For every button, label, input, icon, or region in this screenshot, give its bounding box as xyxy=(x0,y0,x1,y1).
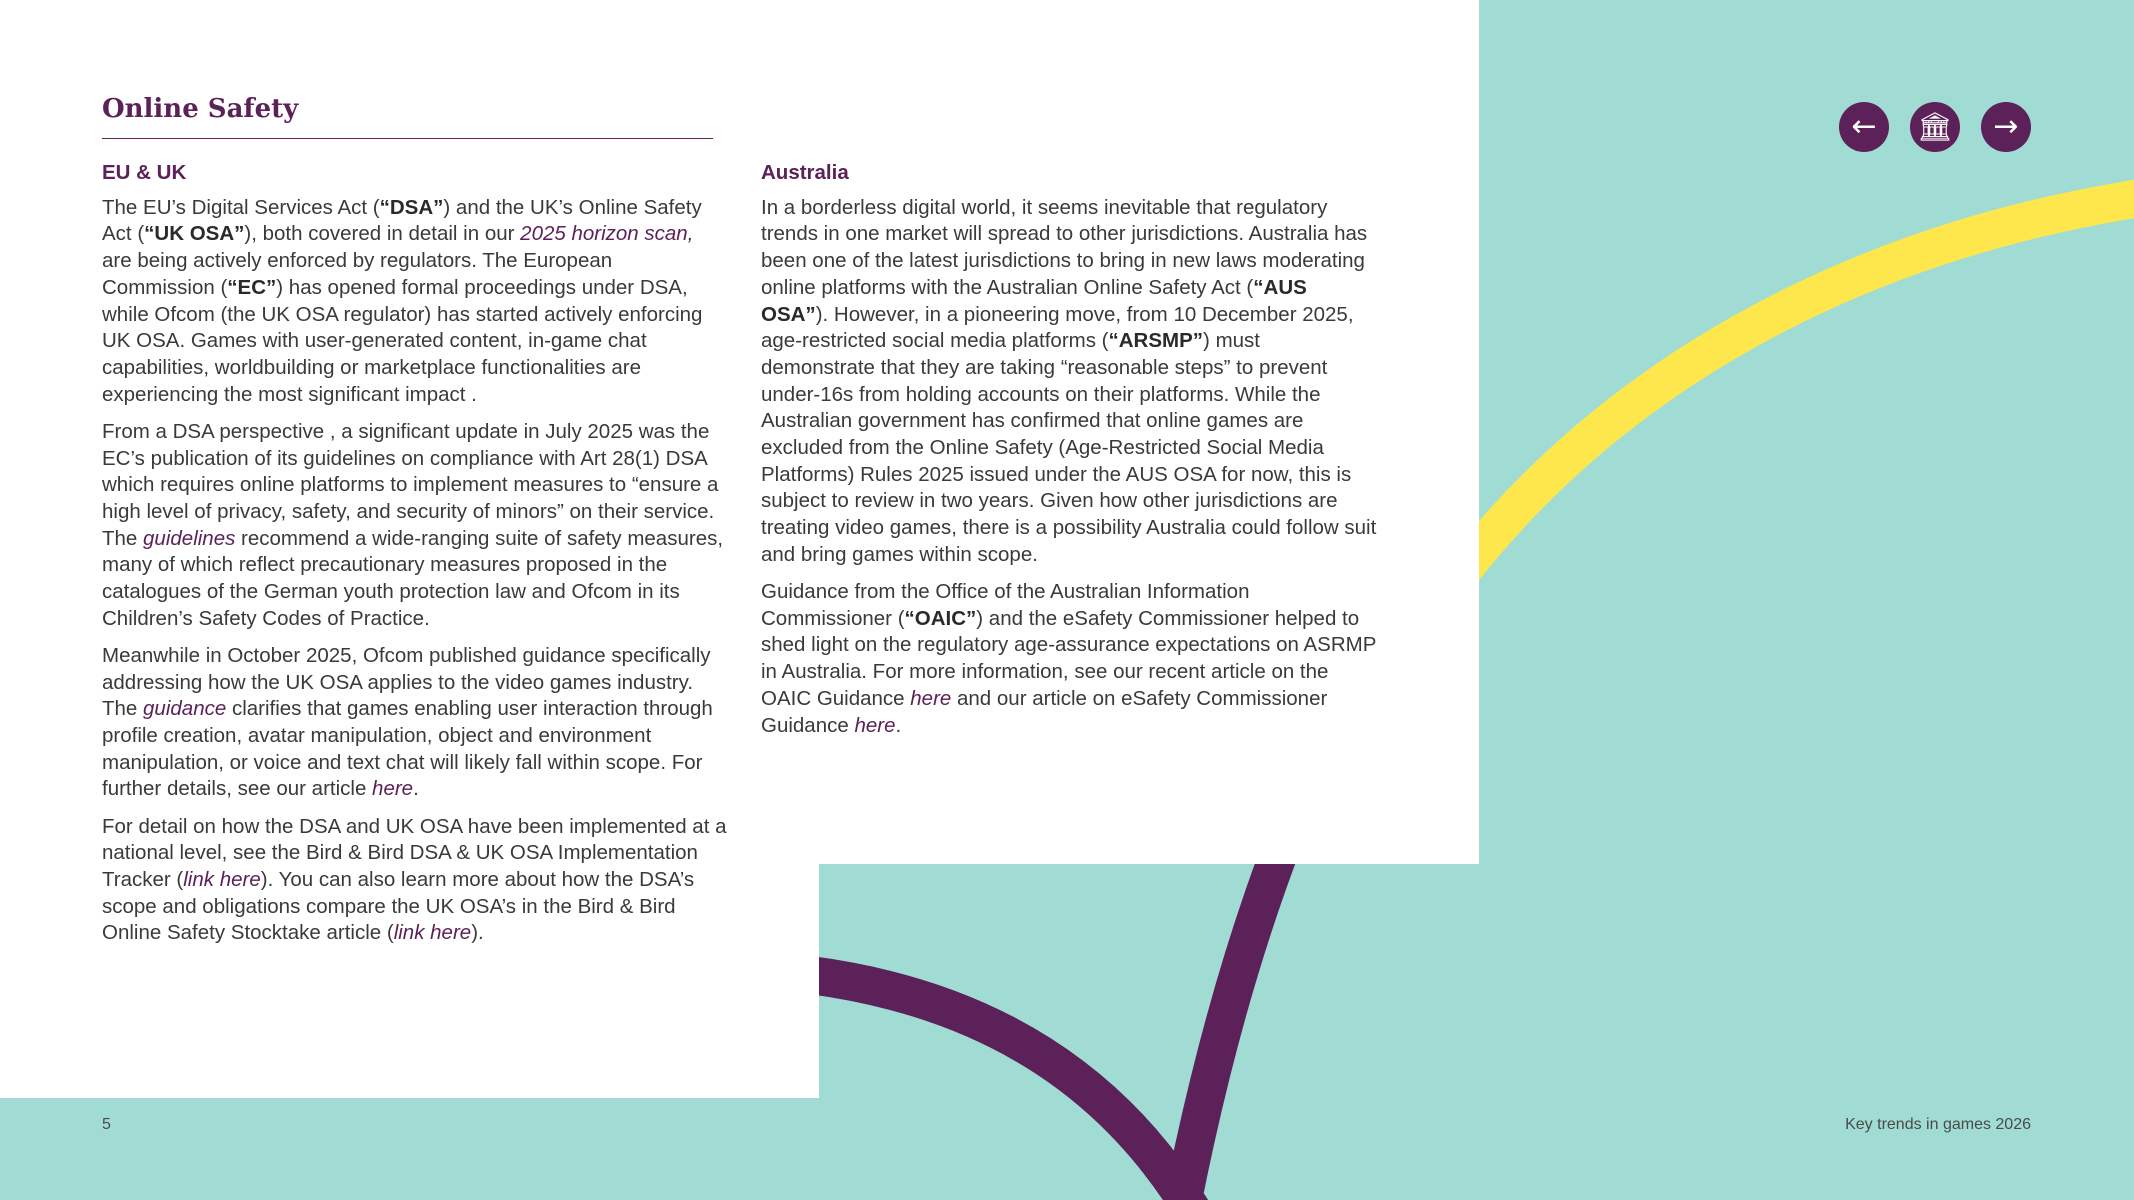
eu-uk-heading: EU & UK xyxy=(102,161,187,184)
paragraph-text: ) and the UK’s Online Safety Act ( xyxy=(102,195,702,246)
australia-paragraph-2 xyxy=(761,579,1379,739)
paragraph-text: From a DSA perspective , a significant update in July 2025 was the EC’s publication of its guidelines on compliance with Art 28(1) DSA which requires online platforms to implement measures to “ensure a high level of privacy, safety, and security of minors” on their service. The xyxy=(102,419,719,550)
defined-term: “OAIC” xyxy=(904,606,977,630)
inline-link[interactable]: link here xyxy=(183,868,261,892)
paragraph-text: ) must demonstrate that they are taking “reasonable steps” to prevent under-16s from holding accounts on their platforms. While the Australian government has confirmed that online games are excluded from the Online Safety (Age-Restricted Social Media Platforms) Rules 2025 issued under the AUS OSA for now, this is subject to review in two years. Given how other jurisdictions are treating video games, there is a possibility Australia could follow suit and bring games within scope. xyxy=(761,329,1377,566)
eu-uk-column xyxy=(102,160,727,958)
title-divider xyxy=(102,138,713,139)
inline-link[interactable]: link here xyxy=(393,921,472,945)
arrow-right-icon: → xyxy=(1993,109,2019,144)
paragraph-text: ) has opened formal proceedings under DSA, while Ofcom (the UK OSA regulator) has started actively enforcing UK OSA. Games with user-generated content, in-game chat capabilities, worldbuilding or marketplace functionalities are experiencing the most significant impact . xyxy=(102,275,703,406)
paragraph-text: ), both covered in detail in our xyxy=(244,222,521,246)
paragraph-text: ). You can also learn more about how the DSA’s scope and obligations compare the UK OSA’s in the Bird & Bird Online Safety Stocktake article ( xyxy=(102,868,695,945)
inline-link[interactable]: here xyxy=(372,777,414,801)
home-button[interactable] xyxy=(1910,102,1960,152)
paragraph-text: clarifies that games enabling user interaction through profile creation, avatar manipulation, object and environment manipulation, or voice and text chat will likely fall within scope. For further details, see our article xyxy=(102,697,713,801)
paragraph-text: . xyxy=(895,713,902,737)
defined-term: “DSA” xyxy=(379,195,444,219)
paragraph-text: and our article on eSafety Commissioner Guidance xyxy=(761,686,1328,737)
australia-paragraph-1 xyxy=(761,195,1379,569)
eu-uk-paragraph-2 xyxy=(102,419,727,633)
defined-term: “EC” xyxy=(227,275,277,299)
inline-link[interactable]: guidance xyxy=(143,697,227,721)
institution-icon: 🏛 xyxy=(1917,110,1953,143)
eu-uk-paragraph-3 xyxy=(102,643,727,803)
paragraph-text: For detail on how the DSA and UK OSA have been implemented at a national level, see the Bird & Bird DSA & UK OSA Implementation Tracker ( xyxy=(102,814,727,892)
defined-term: “AUS OSA” xyxy=(761,275,1307,326)
paragraph-text: are being actively enforced by regulators. The European Commission ( xyxy=(102,249,613,299)
paragraph-text: ). xyxy=(471,921,484,945)
inline-link[interactable]: here xyxy=(854,713,896,737)
purple-arc-left xyxy=(810,975,1195,1200)
inline-link[interactable]: 2025 horizon scan, xyxy=(520,222,694,246)
arrow-left-icon: ← xyxy=(1851,109,1877,144)
defined-term: “UK OSA” xyxy=(144,222,245,246)
paragraph-text: Meanwhile in October 2025, Ofcom published guidance specifically addressing how the UK OSA applies to the video games industry. The xyxy=(102,643,711,721)
eu-uk-paragraph-1 xyxy=(102,195,727,409)
next-page-button[interactable] xyxy=(1981,102,2031,152)
paragraph-text: The EU’s Digital Services Act ( xyxy=(102,195,380,219)
paragraph-text: recommend a wide-ranging suite of safety measures, many of which reflect precautionary measures proposed in the catalogues of the German youth protection law and Ofcom in its Children’s Safety Codes of Practice. xyxy=(102,526,724,630)
australia-column xyxy=(761,160,1379,750)
page-title: Online Safety xyxy=(102,94,299,124)
eu-uk-paragraph-4 xyxy=(102,814,727,948)
inline-link[interactable]: here xyxy=(910,686,952,710)
paragraph-text: Guidance from the Office of the Australian Information Commissioner ( xyxy=(761,580,1250,630)
paragraph-text: In a borderless digital world, it seems inevitable that regulatory trends in one market will spread to other jurisdictions. Australia has been one of the latest jurisdictions to bring in new laws moderating online platforms with the Australian Online Safety Act ( xyxy=(761,195,1368,299)
paragraph-text: . xyxy=(413,777,419,801)
defined-term: “ARSMP” xyxy=(1108,329,1204,353)
australia-heading: Australia xyxy=(761,161,849,184)
paragraph-text: ) and the eSafety Commissioner helped to shed light on the regulatory age-assurance expectations on ASRMP in Australia. For more information, see our recent article on the OAIC Guidance xyxy=(761,606,1376,710)
document-name: Key trends in games 2026 xyxy=(1845,1116,2031,1133)
yellow-arc xyxy=(1440,195,2134,600)
page-number: 5 xyxy=(102,1116,111,1133)
paragraph-text: ). However, in a pioneering move, from 10 December 2025, age-restricted social media platforms ( xyxy=(761,302,1354,353)
previous-page-button[interactable] xyxy=(1839,102,1889,152)
inline-link[interactable]: guidelines xyxy=(143,526,236,550)
